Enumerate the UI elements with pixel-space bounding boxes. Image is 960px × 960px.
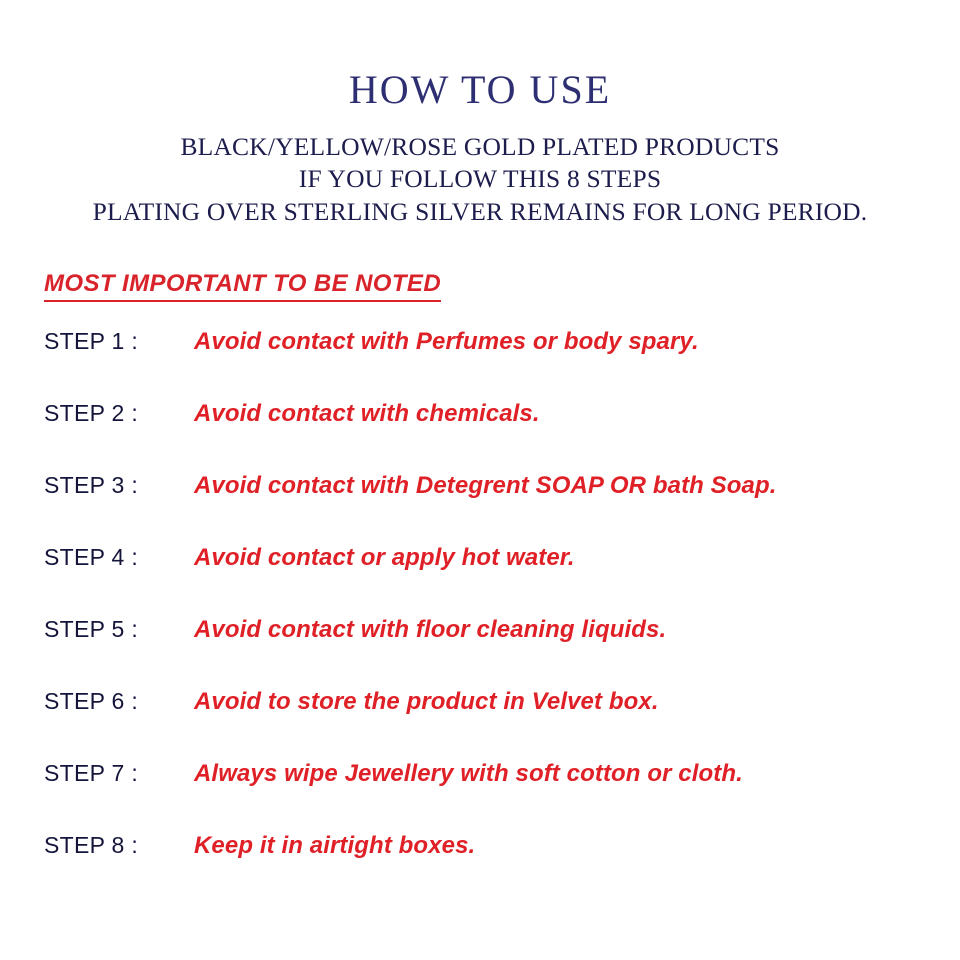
step-text: Always wipe Jewellery with soft cotton or cloth. <box>194 760 743 788</box>
step-text: Avoid contact with floor cleaning liquids. <box>194 616 667 644</box>
page-title: HOW TO USE <box>348 67 612 112</box>
list-item <box>44 616 960 688</box>
step-label: STEP 7 : <box>44 760 139 787</box>
subtitle-line-3: PLATING OVER STERLING SILVER REMAINS FOR LONG PERIOD. <box>92 196 868 226</box>
subtitle-block <box>0 131 960 228</box>
step-label: STEP 2 : <box>44 400 139 427</box>
important-notice: MOST IMPORTANT TO BE NOTED <box>44 270 441 302</box>
step-label: STEP 1 : <box>44 328 139 355</box>
list-item <box>44 472 960 544</box>
steps-list <box>0 328 960 904</box>
step-label: STEP 8 : <box>44 832 139 859</box>
list-item <box>44 328 960 400</box>
list-item <box>44 544 960 616</box>
step-label: STEP 3 : <box>44 472 139 499</box>
step-text: Avoid contact with Detegrent SOAP OR bath Soap. <box>194 472 777 500</box>
header <box>0 0 960 228</box>
list-item <box>44 832 960 904</box>
notice-wrap <box>0 270 960 302</box>
step-text: Keep it in airtight boxes. <box>194 832 476 860</box>
list-item <box>44 760 960 832</box>
list-item <box>44 688 960 760</box>
step-text: Avoid contact or apply hot water. <box>194 544 575 572</box>
step-text: Avoid to store the product in Velvet box. <box>194 688 659 716</box>
step-label: STEP 5 : <box>44 616 139 643</box>
subtitle-line-2: IF YOU FOLLOW THIS 8 STEPS <box>298 164 662 194</box>
step-text: Avoid contact with chemicals. <box>194 400 540 428</box>
step-text: Avoid contact with Perfumes or body spary. <box>194 328 699 356</box>
list-item <box>44 400 960 472</box>
subtitle-line-1: BLACK/YELLOW/ROSE GOLD PLATED PRODUCTS <box>180 132 780 161</box>
step-label: STEP 6 : <box>44 688 139 715</box>
step-label: STEP 4 : <box>44 544 139 571</box>
